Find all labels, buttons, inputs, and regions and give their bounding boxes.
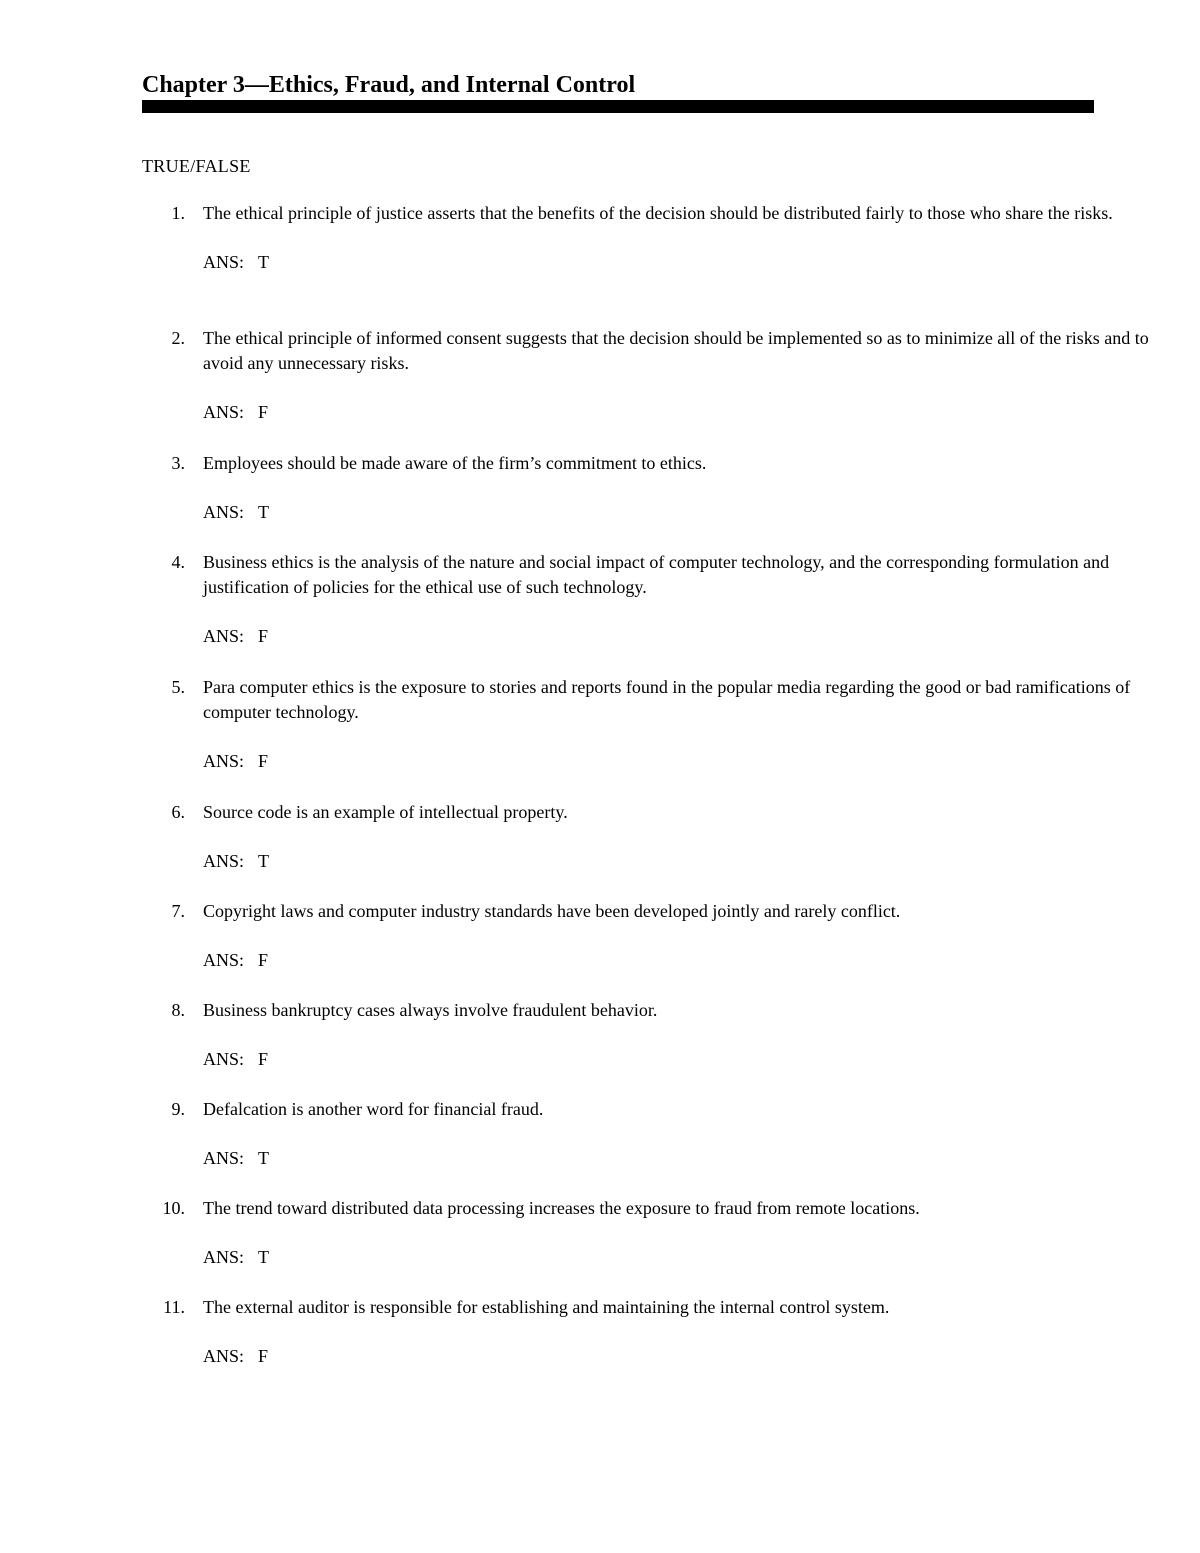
answer-value: T (258, 502, 270, 522)
question-number: 5. (171, 677, 185, 697)
answer-value: F (258, 1049, 269, 1069)
answer-label: ANS: (203, 851, 245, 871)
question-item (142, 451, 1155, 525)
question-text: The ethical principle of informed consent suggests that the decision should be implemented so as to minimize all of the risks and to avoid any unnecessary risks. (203, 328, 1149, 373)
question-text: The trend toward distributed data processing increases the exposure to fraud from remote locations. (203, 1198, 920, 1218)
document-header (142, 70, 1094, 178)
answer-value: F (258, 1346, 269, 1366)
answer-line (203, 250, 1155, 275)
question-number: 9. (171, 1099, 185, 1119)
question-number: 1. (171, 203, 185, 223)
question-item (142, 1196, 1155, 1270)
answer-line (203, 400, 1155, 425)
answer-value: T (258, 252, 270, 272)
answer-value: F (258, 950, 269, 970)
answer-line (203, 749, 1155, 774)
answer-line (203, 1344, 1155, 1369)
answer-value: T (258, 1247, 270, 1267)
answer-label: ANS: (203, 1049, 245, 1069)
question-text: Para computer ethics is the exposure to stories and reports found in the popular media regarding the good or bad ramifications of computer technology. (203, 677, 1131, 722)
question-text: Employees should be made aware of the firm’s commitment to ethics. (203, 453, 707, 473)
question-text: Source code is an example of intellectual property. (203, 802, 568, 822)
question-number: 10. (162, 1198, 185, 1218)
answer-label: ANS: (203, 1247, 245, 1267)
answer-line (203, 849, 1155, 874)
question-text: The ethical principle of justice asserts that the benefits of the decision should be distributed fairly to those who share the risks. (203, 203, 1113, 223)
answer-label: ANS: (203, 1346, 245, 1366)
question-number: 3. (171, 453, 185, 473)
question-text: Copyright laws and computer industry standards have been developed jointly and rarely conflict. (203, 901, 901, 921)
question-item (142, 550, 1155, 649)
question-item (142, 201, 1155, 275)
answer-label: ANS: (203, 402, 245, 422)
question-number: 7. (171, 901, 185, 921)
question-text: The external auditor is responsible for establishing and maintaining the internal control system. (203, 1297, 890, 1317)
answer-value: T (258, 851, 270, 871)
answer-line (203, 500, 1155, 525)
answer-line (203, 948, 1155, 973)
answer-value: F (258, 402, 269, 422)
question-text: Business ethics is the analysis of the nature and social impact of computer technology, and the corresponding formulation and justification of policies for the ethical use of such technology. (203, 552, 1110, 597)
answer-line (203, 1146, 1155, 1171)
answer-line (203, 624, 1155, 649)
question-item (142, 1295, 1155, 1369)
question-item (142, 326, 1155, 425)
question-item (142, 675, 1155, 774)
section-heading: TRUE/FALSE (142, 156, 251, 176)
question-number: 2. (171, 328, 185, 348)
answer-label: ANS: (203, 252, 245, 272)
chapter-title: Chapter 3—Ethics, Fraud, and Internal Control (142, 72, 636, 98)
question-text: Business bankruptcy cases always involve fraudulent behavior. (203, 1000, 658, 1020)
question-item (142, 899, 1155, 973)
answer-label: ANS: (203, 1148, 245, 1168)
answer-line (203, 1245, 1155, 1270)
answer-label: ANS: (203, 950, 245, 970)
question-item (142, 1097, 1155, 1171)
question-item (142, 800, 1155, 874)
question-number: 11. (163, 1297, 185, 1317)
question-text: Defalcation is another word for financial fraud. (203, 1099, 544, 1119)
answer-label: ANS: (203, 751, 245, 771)
answer-label: ANS: (203, 502, 245, 522)
answer-value: F (258, 751, 269, 771)
title-rule-divider (142, 100, 1094, 113)
answer-line (203, 1047, 1155, 1072)
question-number: 8. (171, 1000, 185, 1020)
answer-value: T (258, 1148, 270, 1168)
answer-label: ANS: (203, 626, 245, 646)
question-number: 4. (171, 552, 185, 572)
question-number: 6. (171, 802, 185, 822)
answer-value: F (258, 626, 269, 646)
question-item (142, 998, 1155, 1072)
